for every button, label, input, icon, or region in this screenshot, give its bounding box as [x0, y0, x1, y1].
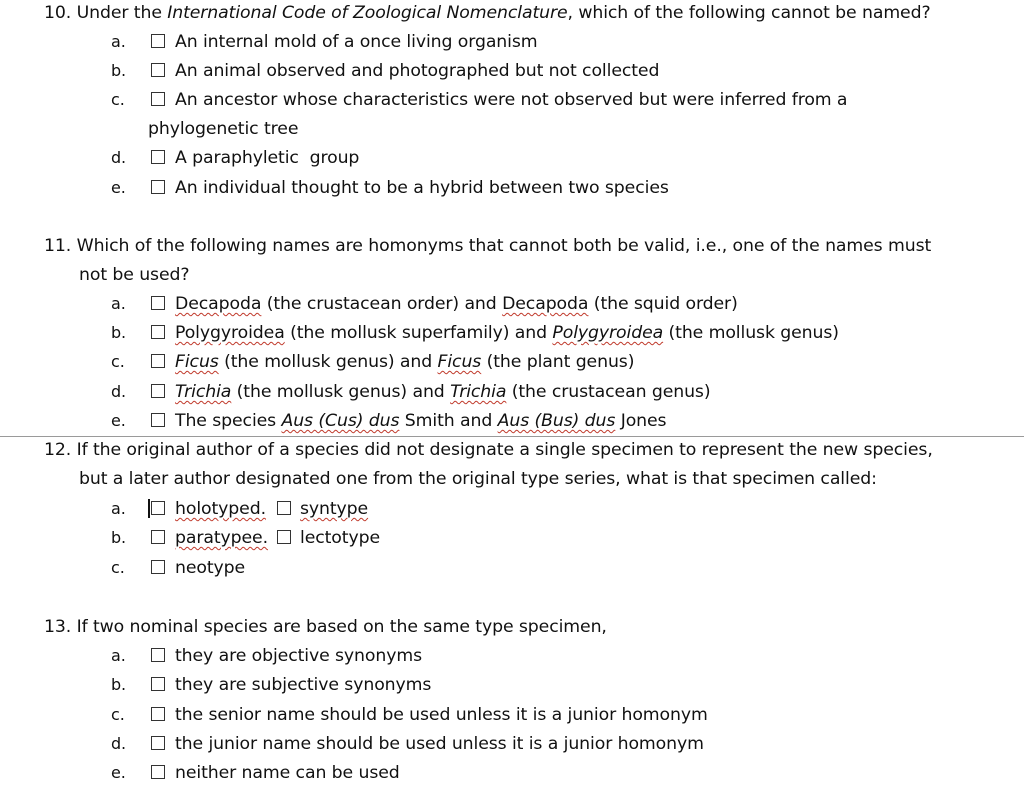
checkbox[interactable] [151, 384, 165, 398]
q10-stem-italic: International Code of Zoological Nomenclature [167, 3, 568, 23]
q11-number: 11. [44, 236, 72, 256]
checkbox[interactable] [151, 560, 165, 574]
checkbox[interactable] [151, 92, 165, 106]
option-text [175, 322, 839, 344]
option-text: paratypee. [175, 528, 268, 548]
option-letter: c. [111, 705, 125, 724]
option-letter: d. [111, 148, 127, 167]
text-segment: (the crustacean genus) [506, 382, 711, 402]
checkbox[interactable] [151, 34, 165, 48]
option-text: lectotype [300, 528, 380, 548]
option-text: they are subjective synonyms [175, 675, 432, 695]
option-letter: b. [111, 61, 127, 80]
q13-number: 13. [44, 617, 72, 637]
text-segment: (the plant genus) [481, 352, 635, 372]
q12-stem [44, 439, 933, 461]
q11-stem-line2: not be used? [79, 265, 190, 285]
option-text: neotype [175, 558, 246, 578]
text-segment: (the squid order) [588, 294, 738, 314]
text-cursor [148, 499, 150, 518]
taxon-name: Ficus [437, 352, 482, 372]
taxon-name: Decapoda [175, 294, 262, 314]
checkbox[interactable] [151, 325, 165, 339]
option-letter: b. [111, 675, 127, 694]
option-letter: c. [111, 558, 125, 577]
checkbox[interactable] [151, 413, 165, 427]
option-letter: a. [111, 499, 126, 518]
text-segment: (the mollusk genus) and [231, 382, 451, 402]
checkbox[interactable] [151, 765, 165, 779]
option-text: holotyped. [175, 499, 266, 519]
checkbox[interactable] [151, 501, 165, 515]
taxon-name: Aus (Cus) dus [281, 411, 400, 431]
q10-stem-after: , which of the following cannot be named? [567, 3, 931, 23]
q13-stem-text: If two nominal species are based on the same type specimen, [76, 617, 607, 637]
text-segment: (the mollusk superfamily) and [284, 323, 553, 343]
checkbox[interactable] [151, 648, 165, 662]
option-text [175, 351, 634, 373]
q11-stem-line1: Which of the following names are homonyms that cannot both be valid, i.e., one of the names must [76, 236, 932, 256]
option-text: neither name can be used [175, 763, 400, 783]
option-text: An animal observed and photographed but not collected [175, 61, 660, 81]
option-text: An ancestor whose characteristics were not observed but were inferred from a [175, 90, 848, 110]
option-letter: c. [111, 352, 125, 371]
option-letter: a. [111, 646, 126, 665]
option-text: An internal mold of a once living organism [175, 32, 538, 52]
taxon-name: Trichia [175, 382, 232, 402]
taxon-name: Polygyroidea [552, 323, 664, 343]
taxon-name: Polygyroidea [175, 323, 285, 343]
q10-stem-before: Under the [76, 3, 168, 23]
option-text [175, 410, 666, 432]
option-letter: e. [111, 763, 126, 782]
q12-number: 12. [44, 440, 72, 460]
q13-stem [44, 616, 607, 638]
option-letter: b. [111, 323, 127, 342]
option-letter: a. [111, 32, 126, 51]
checkbox[interactable] [151, 63, 165, 77]
text-segment: The species [175, 411, 282, 431]
checkbox[interactable] [151, 530, 165, 544]
text-segment: Jones [615, 411, 667, 431]
option-text: the junior name should be used unless it is a junior homonym [175, 734, 704, 754]
q12-stem-line2: but a later author designated one from the original type series, what is that specimen called: [79, 469, 877, 489]
option-text: the senior name should be used unless it is a junior homonym [175, 705, 708, 725]
option-letter: e. [111, 178, 126, 197]
option-letter: d. [111, 382, 127, 401]
checkbox[interactable] [277, 501, 291, 515]
checkbox[interactable] [151, 354, 165, 368]
taxon-name: Ficus [175, 352, 219, 372]
checkbox[interactable] [151, 296, 165, 310]
text-segment: Smith and [399, 411, 498, 431]
option-letter: c. [111, 90, 125, 109]
checkbox[interactable] [151, 180, 165, 194]
option-text: they are objective synonyms [175, 646, 423, 666]
q11-stem [44, 235, 931, 257]
taxon-name: Aus (Bus) dus [497, 411, 616, 431]
option-text: syntype [300, 499, 369, 519]
option-letter: e. [111, 411, 126, 430]
checkbox[interactable] [151, 677, 165, 691]
option-text [175, 293, 738, 315]
checkbox[interactable] [277, 530, 291, 544]
option-letter: d. [111, 734, 127, 753]
text-segment: (the mollusk genus) [663, 323, 839, 343]
text-segment: (the crustacean order) and [261, 294, 503, 314]
checkbox[interactable] [151, 150, 165, 164]
taxon-name: Decapoda [502, 294, 589, 314]
option-text: A paraphyletic group [175, 148, 360, 168]
option-text [175, 381, 710, 403]
taxon-name: Trichia [450, 382, 507, 402]
option-letter: a. [111, 294, 126, 313]
option-text-continuation: phylogenetic tree [148, 119, 299, 139]
option-letter: b. [111, 528, 127, 547]
q10-number: 10. [44, 3, 72, 23]
page-break-line [0, 436, 1024, 437]
q10-stem [44, 2, 931, 24]
text-segment: (the mollusk genus) and [218, 352, 438, 372]
checkbox[interactable] [151, 707, 165, 721]
q12-stem-line1: If the original author of a species did not designate a single specimen to represent the new species, [76, 440, 933, 460]
option-text: An individual thought to be a hybrid between two species [175, 178, 669, 198]
checkbox[interactable] [151, 736, 165, 750]
